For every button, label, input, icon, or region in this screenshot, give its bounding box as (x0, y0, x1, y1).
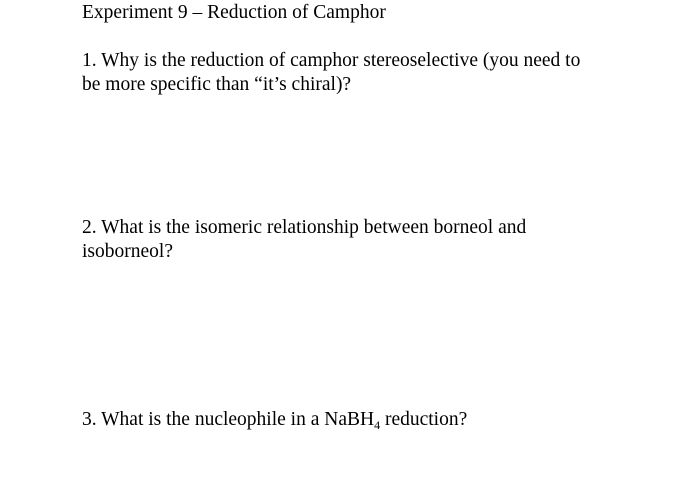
question-3-text-after: reduction? (380, 409, 468, 430)
question-1-line-1: 1. Why is the reduction of camphor stereoselective (you need to (82, 50, 581, 71)
question-2-line-2: isoborneol? (82, 241, 173, 262)
question-1-line-2: be more specific than “it’s chiral)? (82, 74, 352, 95)
question-3-text-before: 3. What is the nucleophile in a NaBH (82, 409, 375, 430)
question-2-line-1: 2. What is the isomeric relationship between borneol and (82, 217, 527, 238)
question-3-subscript: 4 (374, 418, 381, 432)
document-title: Experiment 9 – Reduction of Camphor (82, 2, 386, 23)
question-3 (82, 408, 467, 432)
